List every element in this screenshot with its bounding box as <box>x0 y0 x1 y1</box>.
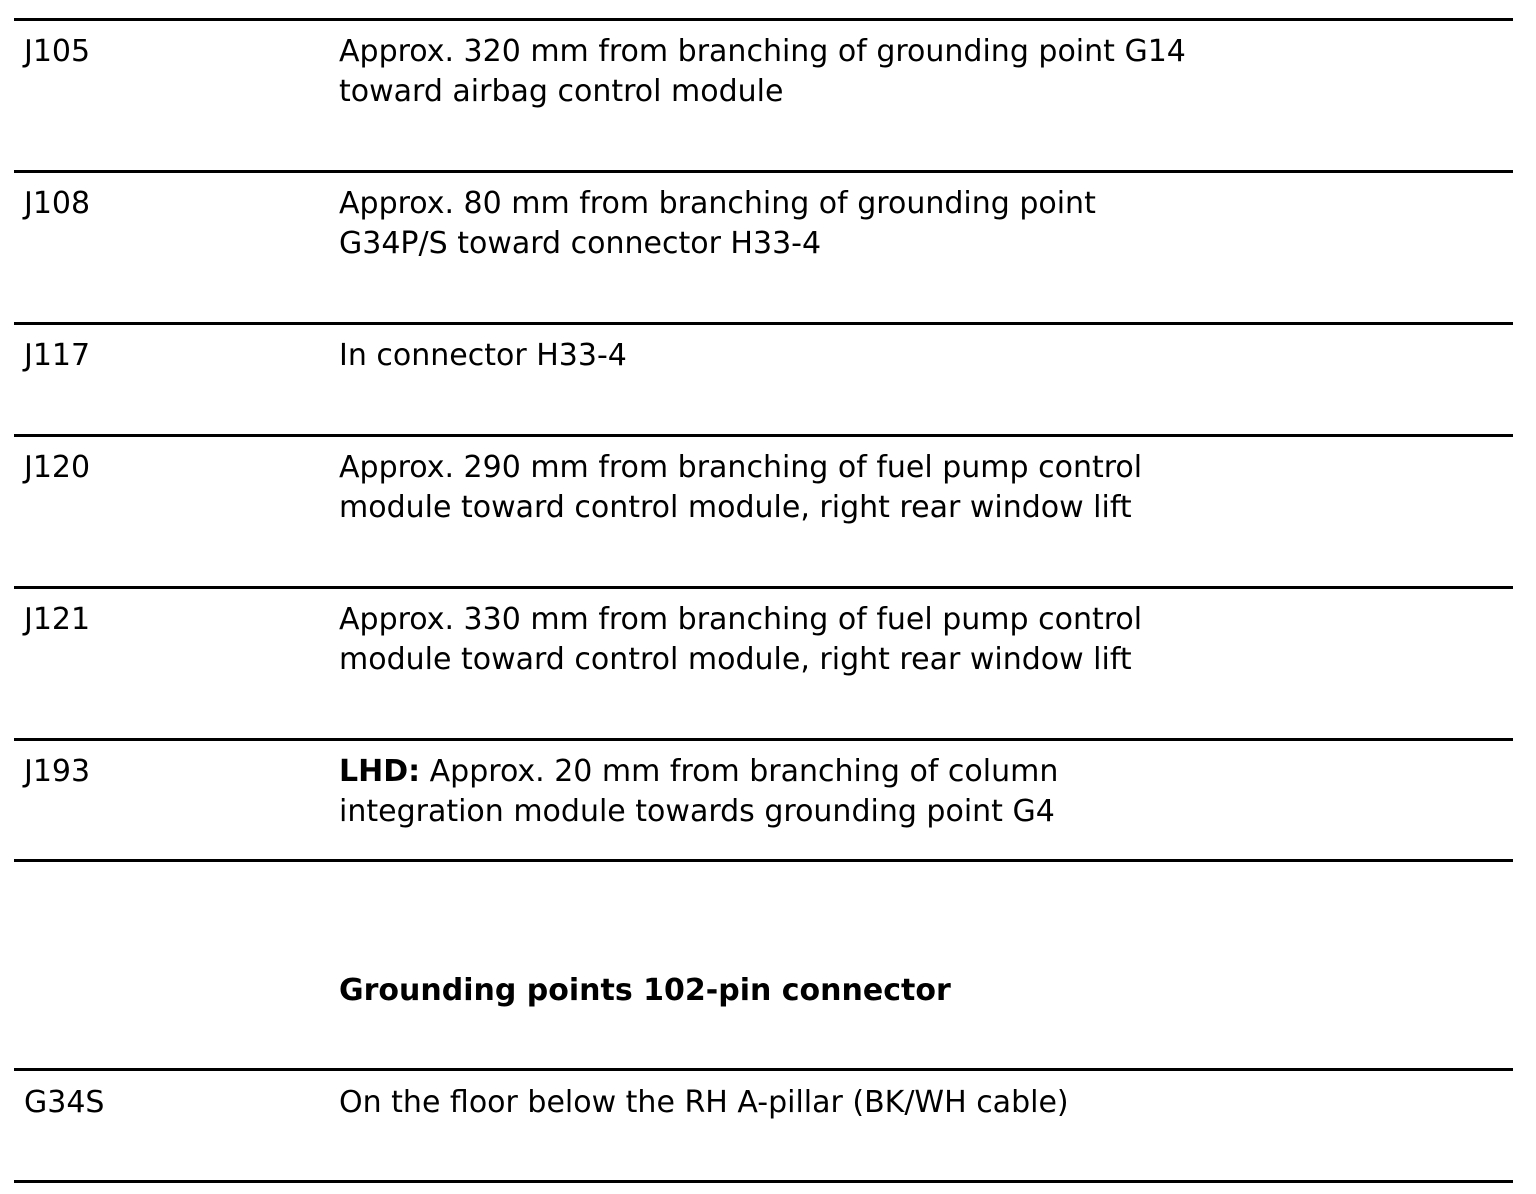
table-row-code: J193 <box>24 754 91 789</box>
description-line: In connector H33-4 <box>339 338 627 373</box>
table-rule <box>14 1180 1513 1183</box>
table-row-code: J105 <box>24 34 91 69</box>
table-row-code: J117 <box>24 338 91 373</box>
description-line: module toward control module, right rear window lift <box>339 490 1132 525</box>
description-line: toward airbag control module <box>339 74 784 109</box>
table-rule <box>14 1068 1513 1071</box>
section-heading: Grounding points 102-pin connector <box>339 973 951 1008</box>
table-row-code: J108 <box>24 186 91 221</box>
description-line: Approx. 290 mm from branching of fuel pump control <box>339 450 1143 485</box>
table-row-code: J121 <box>24 602 91 637</box>
table-rule <box>14 170 1513 173</box>
table-rule <box>14 322 1513 325</box>
description-line: Approx. 80 mm from branching of grounding point <box>339 186 1096 221</box>
description-line: G34P/S toward connector H33-4 <box>339 226 822 261</box>
table-row-description <box>339 336 627 376</box>
table-row-code: G34S <box>24 1085 105 1120</box>
table-row-description <box>339 184 1096 264</box>
table-rule <box>14 434 1513 437</box>
table-row-description <box>339 600 1142 680</box>
description-line <box>339 752 1058 792</box>
lhd-prefix: LHD: <box>339 754 421 789</box>
description-line: Approx. 330 mm from branching of fuel pump control <box>339 602 1143 637</box>
description-line: Approx. 320 mm from branching of grounding point G14 <box>339 34 1186 69</box>
description-text: Approx. 20 mm from branching of column <box>420 754 1059 789</box>
description-line: On the floor below the RH A-pillar (BK/WH cable) <box>339 1085 1069 1120</box>
table-rule <box>14 738 1513 741</box>
table-rule <box>14 586 1513 589</box>
table-row-description <box>339 752 1058 832</box>
description-line: module toward control module, right rear window lift <box>339 642 1132 677</box>
table-row-description <box>339 448 1142 528</box>
table-row-description <box>339 32 1186 112</box>
description-line: integration module towards grounding point G4 <box>339 794 1055 829</box>
table-row-description <box>339 1083 1069 1123</box>
table-row-code: J120 <box>24 450 91 485</box>
table-rule <box>14 859 1513 862</box>
table-rule <box>14 18 1513 21</box>
